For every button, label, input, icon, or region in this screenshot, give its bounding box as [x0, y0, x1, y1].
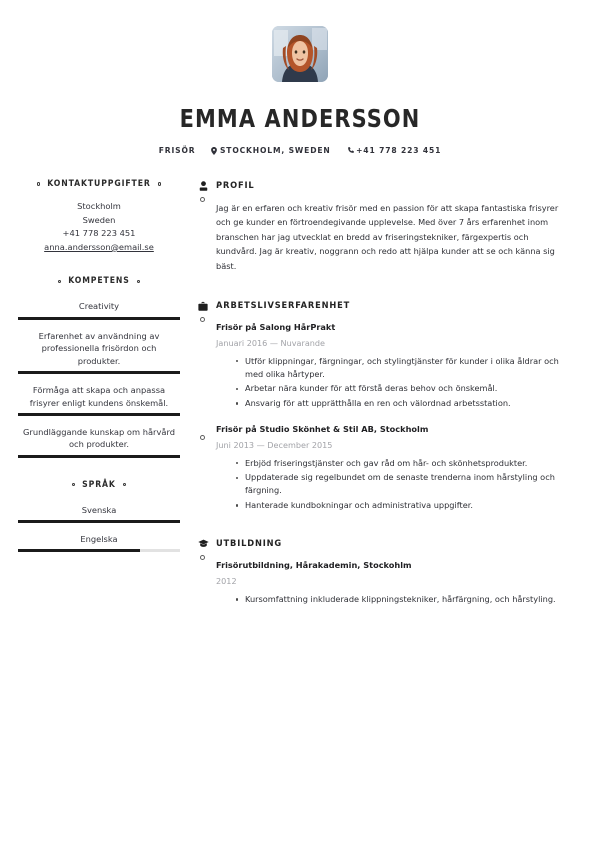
location-pin-icon: [211, 147, 217, 155]
education-entry: [216, 559, 568, 619]
bullet-dot-icon: [37, 182, 41, 186]
languages-heading-text: SPRÅK: [82, 479, 116, 490]
section-experience: [190, 299, 568, 527]
sidebar-section-contact: [18, 179, 180, 254]
section-education: [190, 537, 568, 621]
person-icon: [190, 181, 216, 194]
experience-entry: [216, 423, 568, 525]
experience-entry-bullets: [236, 355, 568, 411]
experience-entry-bullets: [236, 457, 568, 513]
skill-label: Förmåga att skapa och anpassa frisyrer enligt kundens önskemål.: [29, 384, 169, 408]
experience-entry-title: Frisör på Salong HårPrakt: [216, 322, 336, 333]
sidebar-section-languages: [18, 480, 180, 552]
languages-heading: [18, 480, 180, 490]
contact-phone: +41 778 223 451: [62, 228, 136, 239]
skill-item: [18, 423, 180, 458]
education-body: [216, 537, 568, 621]
languages-list: [18, 501, 180, 552]
profile-text: Jag är en erfaren och kreativ frisör med en passion för att skapa fantastiska frisyrer och ge kunder en förtroendegivande upplevelse. Med över 7 års erfarenhet inom branschen har jag utvecklat en bredd av friseringstekniker, färgexpertis och kundvård. Jag är kreativ, noggrann och redo att hjälpa kunder att se och känna sig bäst.: [216, 203, 559, 271]
graduation-cap-icon: [190, 539, 216, 552]
section-spacer-1: [190, 289, 568, 299]
experience-rail: [190, 299, 216, 314]
section-spacer-2: [190, 527, 568, 537]
experience-rail-node: [200, 317, 205, 322]
education-entry-bullets: [236, 593, 568, 606]
language-label: Engelska: [80, 533, 118, 544]
avatar: [272, 26, 328, 82]
education-entry-title: Frisörutbildning, Hårakademin, Stockohlm: [216, 560, 412, 571]
phone-icon: [347, 147, 354, 154]
resume-body: [0, 179, 600, 621]
experience-bullet: Arbetar nära kunder för att förstå deras behov och önskemål.: [236, 382, 568, 395]
skill-item: [18, 297, 180, 319]
language-level-fill: [18, 520, 180, 523]
experience-bullet: Utför klippningar, färgningar, och stylingtjänster för kunder i olika åldrar och med olika hårtyper.: [236, 355, 568, 382]
skills-list: [18, 297, 180, 457]
bullet-dot-icon: [158, 182, 162, 186]
bullet-dot-icon: [137, 280, 141, 284]
candidate-name: EMMA ANDERSSON: [179, 104, 421, 133]
skill-level-fill: [18, 371, 180, 374]
experience-bullet: Hanterade kundbokningar och administrativa uppgifter.: [236, 499, 568, 512]
contact-email-link[interactable]: anna.andersson@email.se: [44, 241, 154, 252]
job-title-text: FRISÖR: [158, 146, 196, 155]
skill-item: [18, 327, 180, 374]
skill-level-bar: [18, 413, 180, 416]
phone-text: +41 778 223 451: [356, 146, 442, 155]
skills-heading-text: KOMPETENS: [68, 276, 130, 287]
briefcase-icon: [190, 301, 216, 314]
education-bullet: Kursomfattning inkluderade klippningstekniker, hårfärgning, och hårstyling.: [236, 593, 568, 606]
language-label: Svenska: [81, 504, 117, 515]
location-text: STOCKHOLM, SWEDEN: [219, 146, 331, 155]
profile-rail: [190, 179, 216, 194]
experience-rail-node: [200, 435, 205, 440]
header-phone: [347, 146, 442, 155]
resume-header: [0, 0, 600, 155]
experience-entry-title: Frisör på Studio Skönhet & Stil AB, Stockholm: [216, 424, 429, 435]
contact-heading: [18, 179, 180, 189]
skills-heading: [18, 276, 180, 286]
language-item: [18, 530, 180, 552]
skill-label: Grundläggande kunskap om hårvård och produkter.: [22, 426, 175, 450]
language-item: [18, 501, 180, 523]
experience-bullet: Uppdaterade sig regelbundet om de senaste trenderna inom hårstyling och färgning.: [236, 471, 568, 498]
skill-level-bar: [18, 371, 180, 374]
experience-entry: [216, 321, 568, 423]
bullet-dot-icon: [58, 280, 62, 284]
language-level-bar: [18, 549, 180, 552]
skill-level-bar: [18, 455, 180, 458]
experience-heading: ARBETSLIVSERFARENHET: [216, 300, 351, 312]
language-level-bar: [18, 520, 180, 523]
sidebar: [0, 179, 190, 621]
skill-label: Creativity: [78, 301, 120, 312]
section-profile: [190, 179, 568, 289]
contact-country: Sweden: [82, 214, 116, 225]
education-entry-list: [216, 559, 568, 619]
bullet-dot-icon: [72, 483, 76, 487]
experience-bullet: Ansvarig för att upprätthålla en ren och välordnad arbetsstation.: [236, 397, 568, 410]
experience-bullet: Erbjöd friseringstjänster och gav råd om hår- och skönhetsprodukter.: [236, 457, 568, 470]
job-title: [159, 146, 196, 155]
profile-heading: PROFIL: [216, 180, 255, 191]
education-heading: UTBILDNING: [216, 538, 283, 550]
header-location: [211, 146, 330, 155]
experience-entry-date: Juni 2013 — December 2015: [216, 439, 333, 450]
education-entry-date: 2012: [216, 575, 237, 586]
skill-level-fill: [18, 413, 180, 416]
experience-body: [216, 299, 568, 527]
education-rail: [190, 537, 216, 552]
experience-entry-date: Januari 2016 — Nuvarande: [216, 337, 326, 348]
skill-level-bar: [18, 317, 180, 320]
main-content: [190, 179, 600, 621]
sidebar-section-skills: [18, 276, 180, 457]
contact-city: Stockholm: [77, 201, 121, 211]
bullet-dot-icon: [123, 483, 127, 487]
language-level-fill: [18, 549, 140, 552]
experience-entry-list: [216, 321, 568, 525]
contact-heading-text: KONTAKTUPPGIFTER: [47, 179, 151, 189]
skill-level-fill: [18, 455, 180, 458]
profile-body: [216, 179, 568, 289]
skill-level-fill: [18, 317, 180, 320]
header-subtitle: [0, 146, 600, 155]
skill-item: [18, 381, 180, 416]
education-rail-node: [200, 555, 205, 560]
skill-label: Erfarenhet av användning av professionella frisördon och produkter.: [38, 330, 160, 366]
profile-rail-node: [200, 197, 205, 202]
